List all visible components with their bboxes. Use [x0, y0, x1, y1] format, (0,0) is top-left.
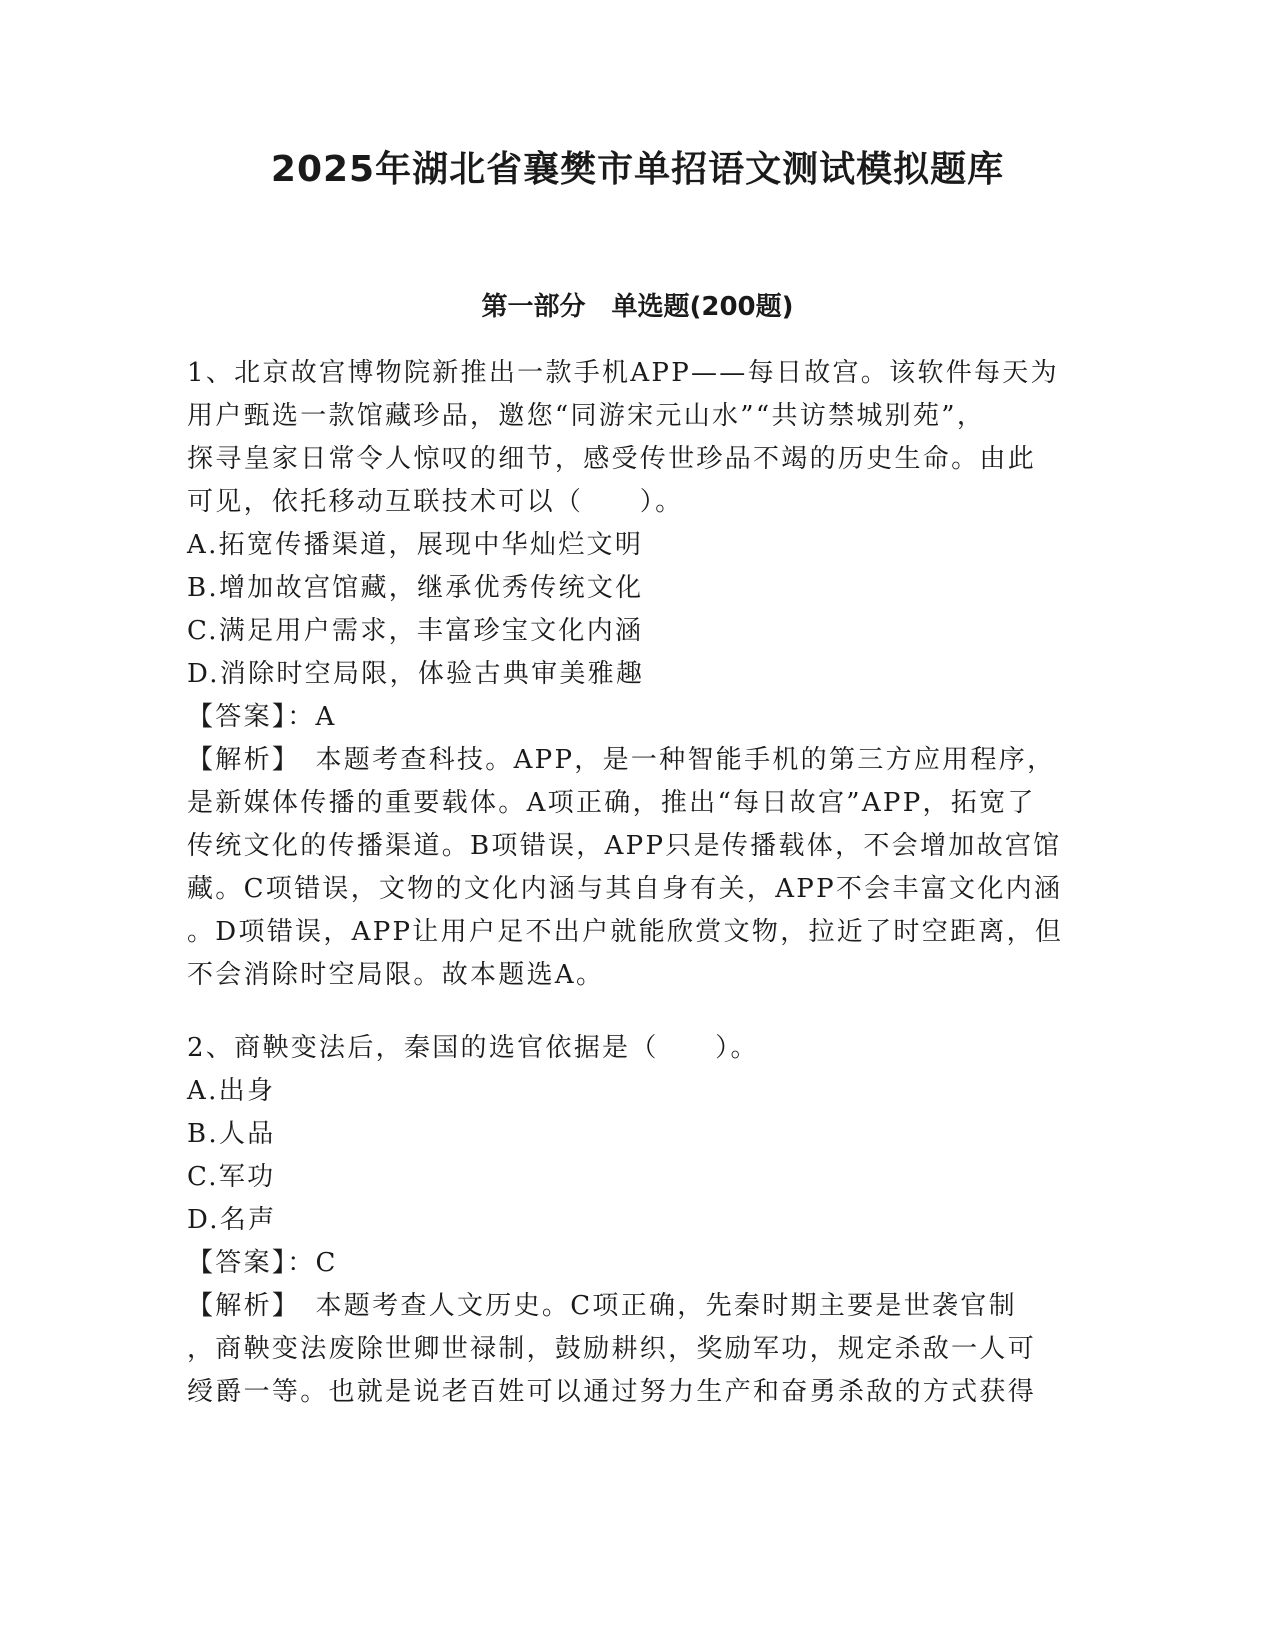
- question-stem-line: 可见，依托移动互联技术可以（ ）。: [187, 487, 684, 517]
- answer-line: 【答案】：C: [187, 1248, 338, 1278]
- document-title: 2025年湖北省襄樊市单招语文测试模拟题库: [270, 149, 1005, 190]
- analysis-line: ，商鞅变法废除世卿世禄制，鼓励耕织，奖励军功，规定杀敌一人可: [187, 1334, 1037, 1364]
- question-stem-line: 2、商鞅变法后，秦国的选官依据是（ ）。: [187, 1033, 759, 1063]
- question-stem-line: 用户甄选一款馆藏珍品，邀您“同游宋元山水”“共访禁城别苑”，: [187, 401, 986, 431]
- analysis-line: 不会消除时空局限。故本题选A。: [187, 960, 605, 990]
- analysis-line: 。D项错误，APP让用户足不出户就能欣赏文物，拉近了时空距离，但: [187, 917, 1064, 947]
- analysis-line: 是新媒体传播的重要载体。A项正确，推出“每日故宫”APP，拓宽了: [187, 788, 1036, 818]
- question-stem-line: 探寻皇家日常令人惊叹的细节，感受传世珍品不竭的历史生命。由此: [187, 444, 1037, 474]
- option-d: D.名声: [187, 1205, 277, 1235]
- option-a: A.出身: [187, 1076, 276, 1106]
- analysis-line: 传统文化的传播渠道。B项错误，APP只是传播载体，不会增加故宫馆: [187, 831, 1062, 861]
- section-title: 第一部分 单选题(200题): [481, 292, 794, 322]
- option-b: B.增加故宫馆藏，继承优秀传统文化: [187, 573, 644, 603]
- question-stem-line: 1、北京故宫博物院新推出一款手机APP——每日故宫。该软件每天为: [187, 358, 1059, 388]
- question-2: [187, 1027, 1082, 1414]
- analysis-line: 【解析】 本题考查科技。APP，是一种智能手机的第三方应用程序，: [187, 745, 1056, 775]
- option-b: B.人品: [187, 1119, 276, 1149]
- analysis-line: 藏。C项错误，文物的文化内涵与其自身有关，APP不会丰富文化内涵: [187, 874, 1063, 904]
- option-d: D.消除时空局限，体验古典审美雅趣: [187, 659, 645, 689]
- analysis-line: 绶爵一等。也就是说老百姓可以通过努力生产和奋勇杀敌的方式获得: [187, 1377, 1037, 1407]
- option-c: C.军功: [187, 1162, 276, 1192]
- question-1: [187, 352, 1082, 997]
- answer-line: 【答案】：A: [187, 702, 337, 732]
- analysis-line: 【解析】 本题考查人文历史。C项正确，先秦时期主要是世袭官制: [187, 1291, 1017, 1321]
- option-a: A.拓宽传播渠道，展现中华灿烂文明: [187, 530, 644, 560]
- option-c: C.满足用户需求，丰富珍宝文化内涵: [187, 616, 644, 646]
